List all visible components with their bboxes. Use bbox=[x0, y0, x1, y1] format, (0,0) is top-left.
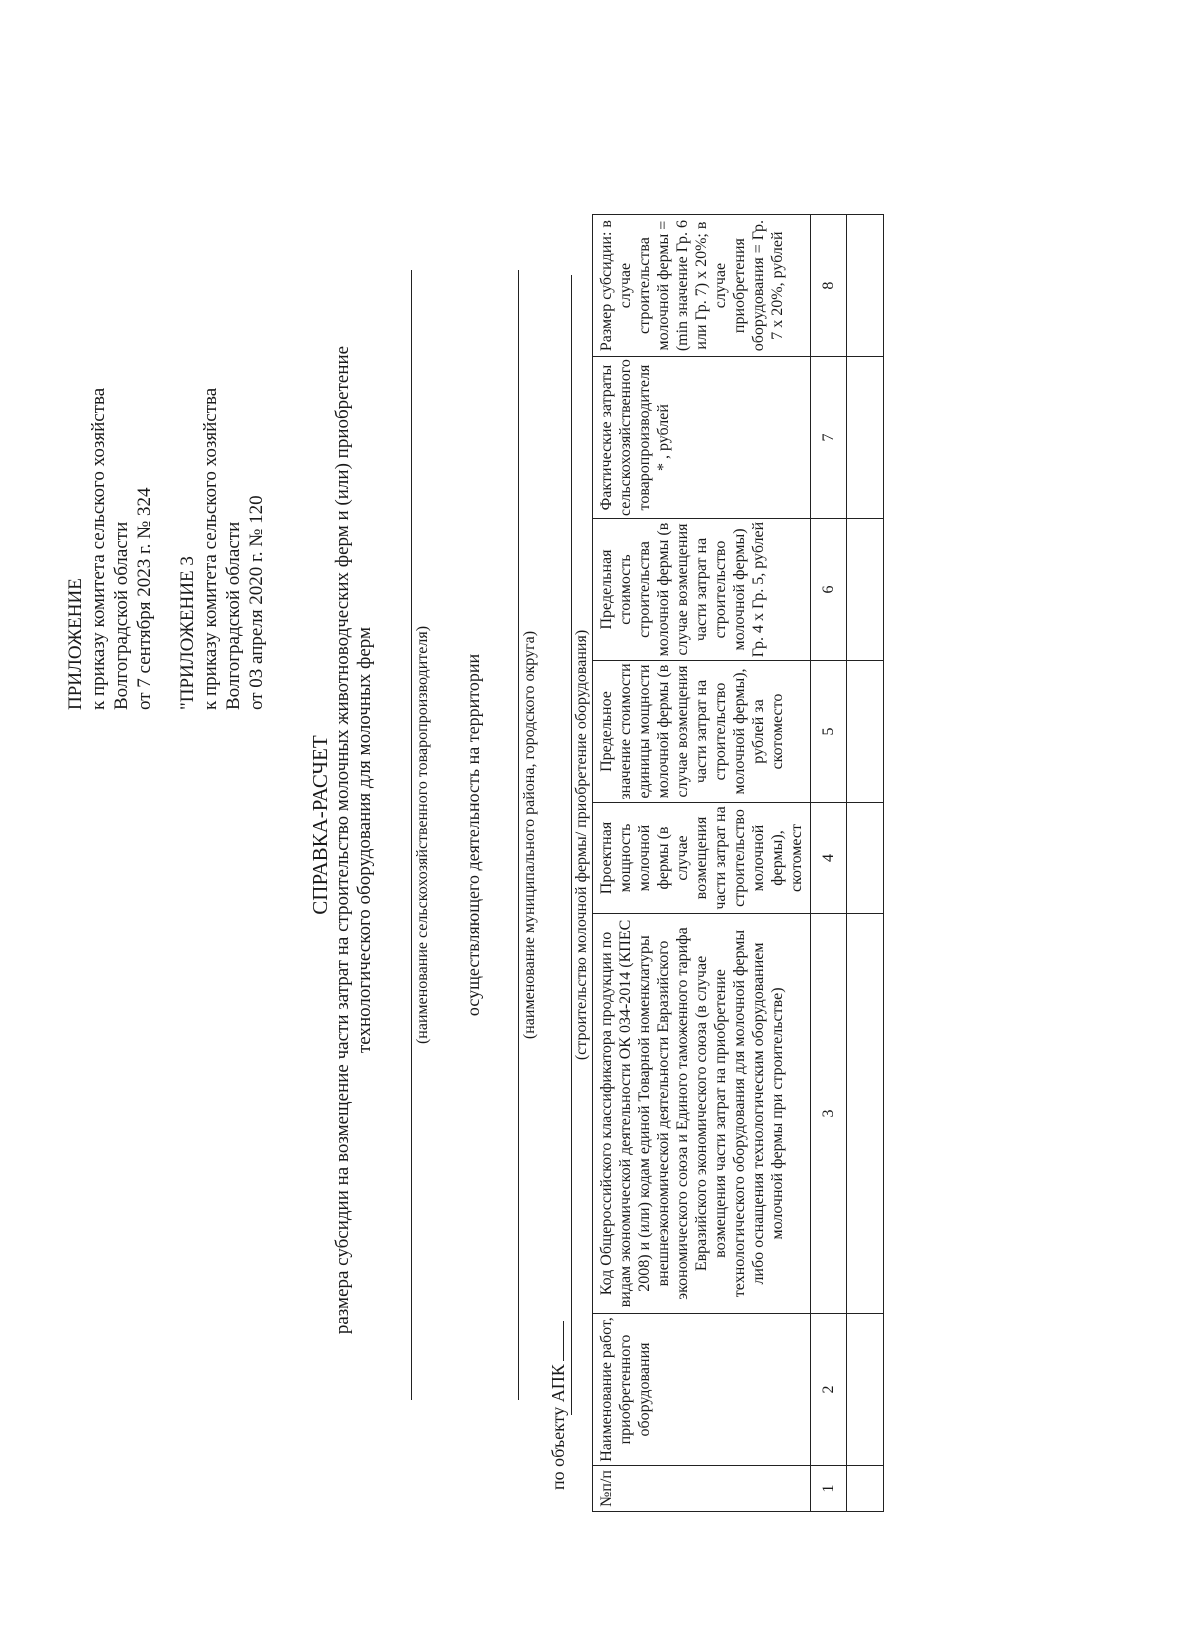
document-subtitle: размера субсидии на возмещение части затрат на строительство молочных животноводческих ферм и (или) приобретение технологического оборудования для молочных ферм bbox=[332, 345, 375, 1335]
column-number: 7 bbox=[811, 357, 847, 519]
table-cell bbox=[847, 914, 884, 1314]
table-cell bbox=[847, 1466, 884, 1512]
column-number: 3 bbox=[811, 914, 847, 1314]
table-header-row bbox=[593, 215, 811, 1512]
column-number-row bbox=[811, 215, 847, 1512]
column-number: 5 bbox=[811, 661, 847, 803]
district-name-line bbox=[518, 270, 519, 1400]
column-number: 1 bbox=[811, 1466, 847, 1512]
column-number: 2 bbox=[811, 1314, 847, 1466]
column-number: 6 bbox=[811, 519, 847, 661]
table-cell bbox=[847, 661, 884, 803]
producer-name-line bbox=[411, 270, 412, 1400]
appendix-title: ПРИЛОЖЕНИЕ bbox=[65, 578, 86, 710]
table-cell bbox=[847, 519, 884, 661]
apk-label: по объекту АПК bbox=[548, 1364, 568, 1490]
producer-caption: (наименование сельскохозяйственного товаропроизводителя) bbox=[414, 625, 431, 1045]
territory-text: осуществляющего деятельность на территории bbox=[463, 653, 483, 1017]
table-row bbox=[847, 215, 884, 1512]
header-col-5: Предельное значение стоимости единицы мощности молочной фермы (в случае возмещения части затрат на строительство молочной фермы), рублей за скотоместо bbox=[593, 661, 811, 803]
district-caption: (наименование муниципального района, городского округа) bbox=[521, 630, 538, 1040]
appendix-line-3: от 7 сентября 2023 г. № 324 bbox=[134, 487, 155, 710]
table-cell bbox=[847, 1314, 884, 1466]
header-col-7: Фактические затраты сельскохозяйственного товаропроизводителя * , рублей bbox=[593, 357, 811, 519]
appendix3-line-1: к приказу комитета сельского хозяйства bbox=[200, 387, 221, 710]
column-number: 4 bbox=[811, 803, 847, 914]
appendix-line-2: Волгоградской области bbox=[111, 521, 132, 710]
header-col-1: №п/п bbox=[593, 1466, 811, 1512]
calculation-table bbox=[592, 214, 884, 1512]
appendix3-title: "ПРИЛОЖЕНИЕ 3 bbox=[177, 556, 198, 710]
header-col-6: Предельная стоимость строительства молочной фермы (в случае возмещения части затрат на строительство молочной фермы) Гр. 4 х Гр. 5, рублей bbox=[593, 519, 811, 661]
apk-object-row bbox=[547, 1321, 569, 1490]
document-title: СПРАВКА-РАСЧЕТ bbox=[308, 735, 332, 915]
header-col-3: Код Общероссийского классификатора продукции по видам экономической деятельности ОК 034-2014 (КПЕС 2008) и (или) кодам единой Товарной номенклатуры внешнеэкономической деятельности Евразийского экономического союза и Единого таможенного тарифа Евразийского экономического союза (в случае возмещения части затрат на приобретение технологического оборудования для молочной фермы либо оснащения технологическим оборудованием молочной фермы при строительстве) bbox=[593, 914, 811, 1314]
appendix3-line-2: Волгоградской области bbox=[223, 521, 244, 710]
apk-object-line bbox=[563, 1321, 564, 1361]
table-cell bbox=[847, 803, 884, 914]
appendix-line-1: к приказу комитета сельского хозяйства bbox=[88, 387, 109, 710]
appendix3-line-3: от 03 апреля 2020 г. № 120 bbox=[246, 495, 267, 710]
header-col-8: Размер субсидии: в случае строительства молочной фермы = (min значение Гр. 6 или Гр. 7) х 20%; в случае приобретения оборудования = Гр. 7 х 20%, рублей bbox=[593, 215, 811, 357]
table-cell bbox=[847, 215, 884, 357]
column-number: 8 bbox=[811, 215, 847, 357]
header-col-4: Проектная мощность молочной фермы (в случае возмещения части затрат на строительство молочной фермы), скотомест bbox=[593, 803, 811, 914]
table-cell bbox=[847, 357, 884, 519]
header-col-2: Наименование работ, приобретенного оборудования bbox=[593, 1314, 811, 1466]
object-caption: (строительство молочной фермы/ приобретение оборудования) bbox=[573, 629, 590, 1061]
